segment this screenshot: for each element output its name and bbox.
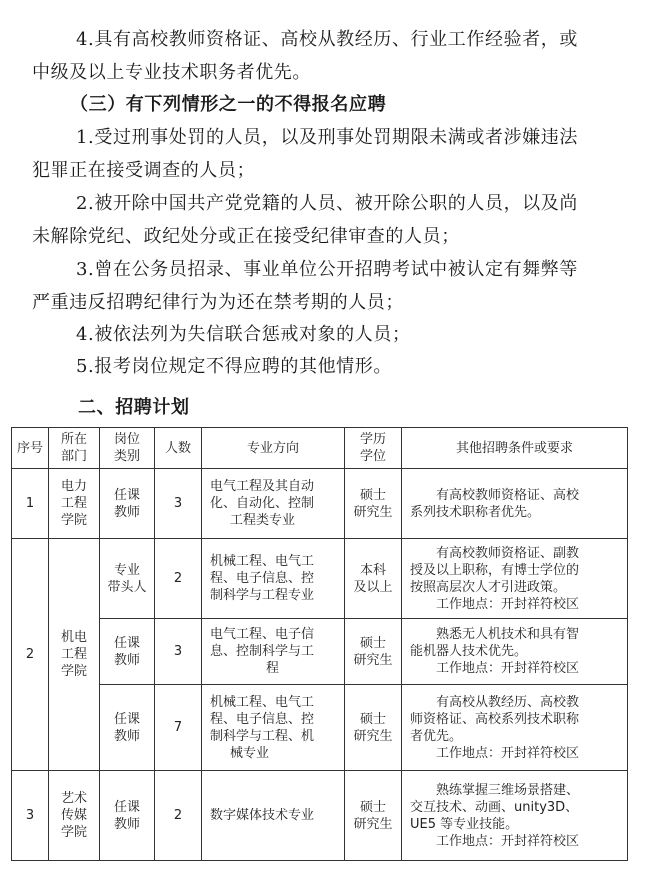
header-major: 专业方向: [202, 428, 345, 469]
cell-dept: 艺术 传媒 学院: [49, 771, 100, 861]
cell-count: 3: [155, 619, 202, 685]
cell-post: 任课 教师: [100, 685, 155, 771]
cell-requirements: 熟练掌握三维场景搭建、 交互技术、动画、unity3D、 UE5 等专业技能。 工作地点：开封祥符校区: [402, 771, 628, 861]
cell-post: 任课 教师: [100, 771, 155, 861]
table-row: [12, 771, 628, 861]
header-degree: 学历 学位: [345, 428, 402, 469]
header-count: 人数: [155, 428, 202, 469]
cell-degree: 硕士 研究生: [345, 619, 402, 685]
paragraph-item-2b: 未解除党纪、政纪处分或正在接受纪律审查的人员；: [32, 226, 460, 247]
cell-count: 7: [155, 685, 202, 771]
header-dept: 所在 部门: [49, 428, 100, 469]
cell-degree: 本科 及以上: [345, 539, 402, 619]
section-heading-3: （三）有下列情形之一的不得报名应聘: [70, 94, 387, 115]
cell-no: 1: [12, 469, 49, 539]
paragraph-item-1b: 犯罪正在接受调查的人员；: [32, 160, 256, 181]
cell-major: 电气工程、电子信 息、控制科学与工 程: [202, 619, 345, 685]
cell-count: 3: [155, 469, 202, 539]
paragraph-item-1a: 1.受过刑事处罚的人员，以及刑事处罚期限未满或者涉嫌违法: [76, 127, 578, 148]
recruitment-table: [11, 427, 628, 861]
cell-requirements: 有高校教师资格证、高校 系列技术职称者优先。: [402, 469, 628, 539]
paragraph-1a: 4.具有高校教师资格证、高校从教经历、行业工作经验者，或: [76, 29, 578, 50]
table-row: [12, 469, 628, 539]
cell-major: 机械工程、电气工 程、电子信息、控 制科学与工程专业: [202, 539, 345, 619]
header-no: 序号: [12, 428, 49, 469]
cell-degree: 硕士 研究生: [345, 771, 402, 861]
paragraph-1b: 中级及以上专业技术职务者优先。: [32, 62, 311, 83]
table-row: [12, 685, 628, 771]
cell-post: 任课 教师: [100, 469, 155, 539]
table-row: [12, 539, 628, 619]
cell-degree: 硕士 研究生: [345, 469, 402, 539]
table-row: [12, 619, 628, 685]
cell-major: 数字媒体技术专业: [202, 771, 345, 861]
cell-major: 机械工程、电气工 程、电子信息、控 制科学与工程、机 械专业: [202, 685, 345, 771]
section-heading-recruitment-plan: 二、招聘计划: [78, 397, 190, 418]
cell-dept: 电力 工程 学院: [49, 469, 100, 539]
cell-requirements: 有高校从教经历、高校教 师资格证、高校系列技术职称 者优先。 工作地点：开封祥符校区: [402, 685, 628, 771]
cell-post: 专业 带头人: [100, 539, 155, 619]
cell-count: 2: [155, 539, 202, 619]
paragraph-item-3a: 3.曾在公务员招录、事业单位公开招聘考试中被认定有舞弊等: [76, 259, 578, 280]
cell-degree: 硕士 研究生: [345, 685, 402, 771]
cell-no: 2: [12, 539, 49, 771]
paragraph-item-3b: 严重违反招聘纪律行为为还在禁考期的人员；: [32, 292, 404, 313]
cell-major: 电气工程及其自动 化、自动化、控制 工程类专业: [202, 469, 345, 539]
cell-no: 3: [12, 771, 49, 861]
cell-requirements: 有高校教师资格证、副教 授及以上职称，有博士学位的 按照高层次人才引进政策。 工作地点：开封祥符校区: [402, 539, 628, 619]
header-requirements: 其他招聘条件或要求: [402, 428, 628, 469]
cell-dept: 机电 工程 学院: [49, 539, 100, 771]
paragraph-item-2a: 2.被开除中国共产党党籍的人员、被开除公职的人员，以及尚: [76, 193, 578, 214]
paragraph-item-4: 4.被依法列为失信联合惩戒对象的人员；: [76, 324, 411, 345]
paragraph-item-5: 5.报考岗位规定不得应聘的其他情形。: [76, 356, 392, 377]
table-header-row: [12, 428, 628, 469]
header-post: 岗位 类别: [100, 428, 155, 469]
cell-requirements: 熟悉无人机技术和具有智 能机器人技术优先。 工作地点：开封祥符校区: [402, 619, 628, 685]
cell-post: 任课 教师: [100, 619, 155, 685]
cell-count: 2: [155, 771, 202, 861]
